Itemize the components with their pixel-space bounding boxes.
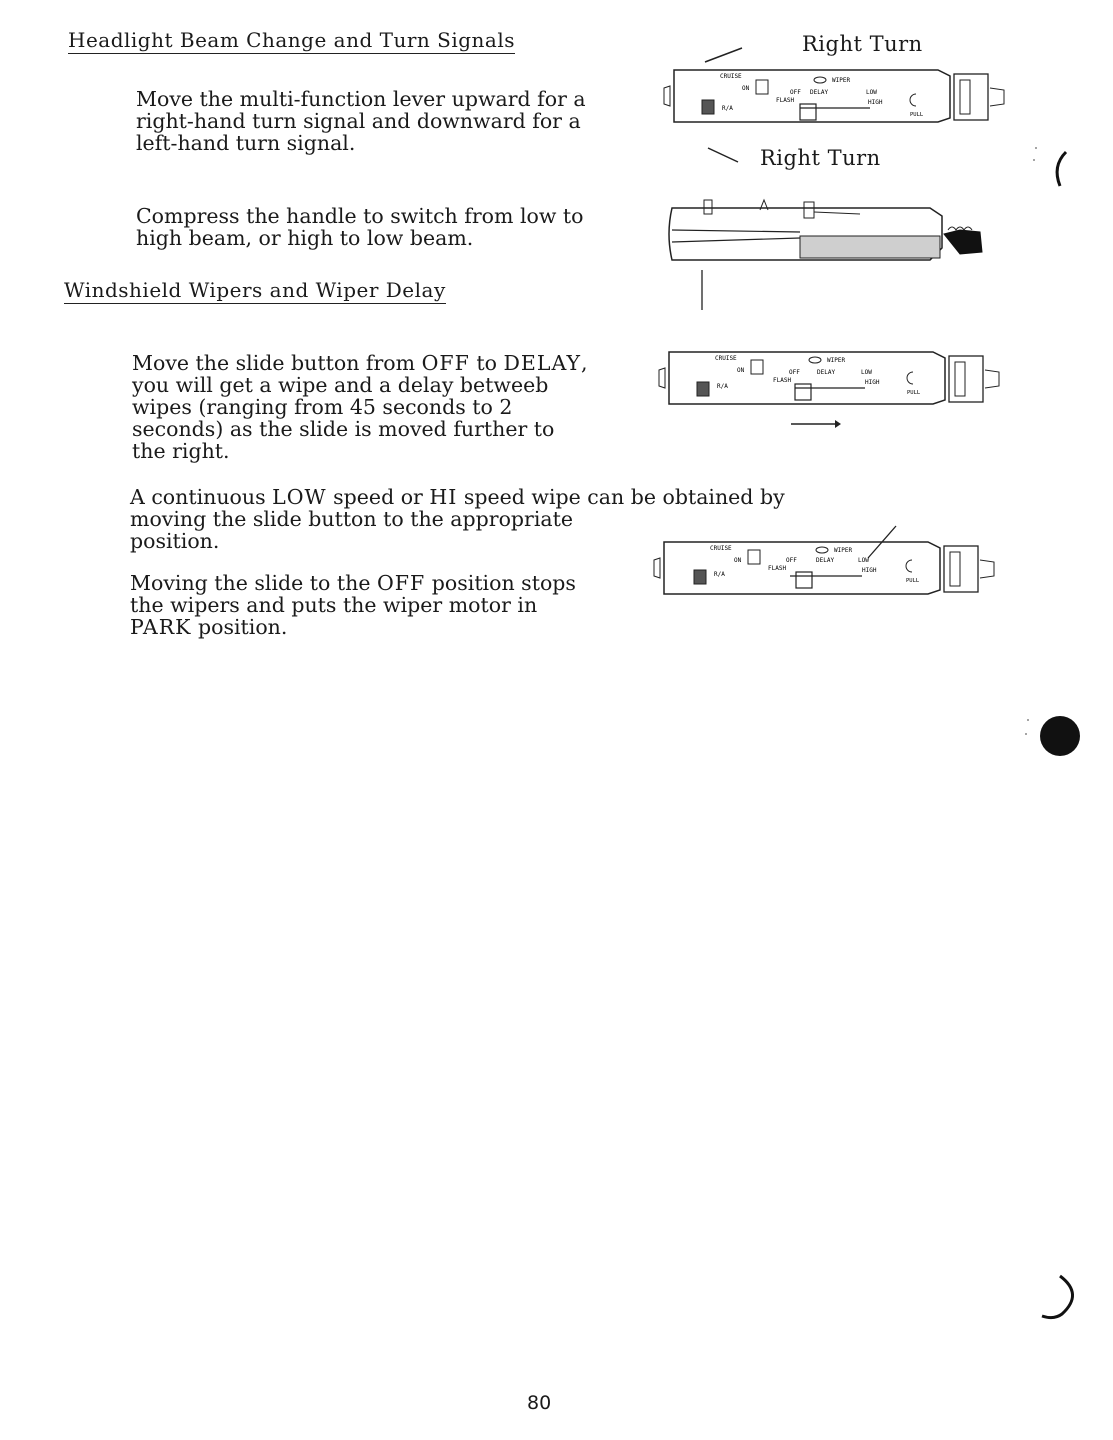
text-on: ON: [742, 85, 750, 92]
text-on: ON: [737, 367, 745, 374]
keyword-off: OFF: [421, 351, 470, 375]
paragraph-turn-signals: [136, 88, 586, 154]
text-line: [132, 352, 588, 374]
text-resume: R/A: [722, 105, 733, 112]
lever-diagram-3: [650, 520, 1010, 600]
text-flash: FLASH: [768, 565, 787, 572]
text-high: HIGH: [868, 99, 883, 106]
keyword-low: LOW: [272, 485, 327, 509]
text-segment: Move the slide button from: [132, 351, 422, 375]
text-line: position.: [130, 529, 220, 553]
text-pull: PULL: [907, 390, 921, 396]
label-right-turn-top: Right Turn: [802, 32, 923, 56]
text-resume: R/A: [717, 383, 728, 390]
text-segment: speed wipe can be obtained by: [457, 485, 785, 509]
arrow-down-line: [708, 148, 738, 162]
text-line: Compress the handle to switch from low to: [136, 204, 584, 228]
text-line: seconds) as the slide is moved further to: [132, 417, 555, 441]
text-segment: A continuous: [130, 485, 273, 509]
text-cruise: CRUISE: [715, 355, 737, 362]
paragraph-beam-change: [136, 205, 584, 249]
keyword-park: PARK: [130, 615, 192, 639]
paragraph-wiper-delay: [132, 352, 588, 462]
binder-hole-mark: [1020, 700, 1090, 770]
text-wiper: WIPER: [834, 547, 853, 554]
text-delay: DELAY: [817, 369, 836, 376]
text-line: [130, 572, 576, 594]
text-delay: DELAY: [810, 89, 829, 96]
text-high: HIGH: [862, 567, 877, 574]
keyword-hi: HI: [429, 485, 458, 509]
arrow-up-line: [705, 48, 742, 62]
text-off: OFF: [789, 369, 800, 376]
text-line: moving the slide button to the appropriate: [130, 507, 573, 531]
section-heading-headlight: Headlight Beam Change and Turn Signals: [68, 28, 515, 52]
text-line: right-hand turn signal and downward for a: [136, 109, 581, 133]
text-flash: FLASH: [776, 97, 795, 104]
text-line: Move the multi-function lever upward for a: [136, 87, 586, 111]
keyword-delay: DELAY: [503, 351, 582, 375]
text-off: OFF: [786, 557, 797, 564]
text-segment: position.: [191, 615, 288, 639]
text-pull: PULL: [910, 112, 924, 118]
page-number: 80: [527, 1392, 552, 1414]
text-line: [130, 616, 576, 638]
text-line: high beam, or high to low beam.: [136, 226, 474, 250]
text-wiper: WIPER: [832, 77, 851, 84]
text-segment: position stops: [425, 571, 576, 595]
text-segment: Moving the slide to the: [130, 571, 377, 595]
text-flash: FLASH: [773, 377, 792, 384]
lever-diagram-2: [655, 348, 1015, 438]
text-cruise: CRUISE: [720, 73, 742, 80]
text-line: wipes (ranging from 45 seconds to 2: [132, 395, 513, 419]
text-low: LOW: [861, 369, 872, 376]
section-heading-wipers: Windshield Wipers and Wiper Delay: [64, 278, 446, 302]
text-line: [130, 486, 785, 508]
text-segment: speed or: [326, 485, 430, 509]
text-line: left-hand turn signal.: [136, 131, 356, 155]
text-line: you will get a wipe and a delay betweeb: [132, 373, 549, 397]
label-right-turn-bottom: Right Turn: [760, 146, 881, 170]
text-pull: PULL: [906, 578, 920, 584]
keyword-off: OFF: [377, 571, 426, 595]
text-off: OFF: [790, 89, 801, 96]
text-segment: ,: [581, 351, 588, 375]
text-delay: DELAY: [816, 557, 835, 564]
text-cruise: CRUISE: [710, 545, 732, 552]
text-high: HIGH: [865, 379, 880, 386]
paragraph-off-park: [130, 572, 576, 638]
text-segment: to: [469, 351, 504, 375]
text-low: LOW: [858, 557, 869, 564]
text-low: LOW: [866, 89, 877, 96]
text-on: ON: [734, 557, 742, 564]
text-wiper: WIPER: [827, 357, 846, 364]
lever-diagram-1: [660, 66, 1020, 126]
binder-mark-1: [1030, 130, 1090, 200]
text-line: the wipers and puts the wiper motor in: [130, 593, 538, 617]
lever-side-view: [660, 190, 1020, 280]
text-resume: R/A: [714, 571, 725, 578]
text-line: the right.: [132, 439, 230, 463]
binder-mark-2: [1030, 1270, 1090, 1330]
